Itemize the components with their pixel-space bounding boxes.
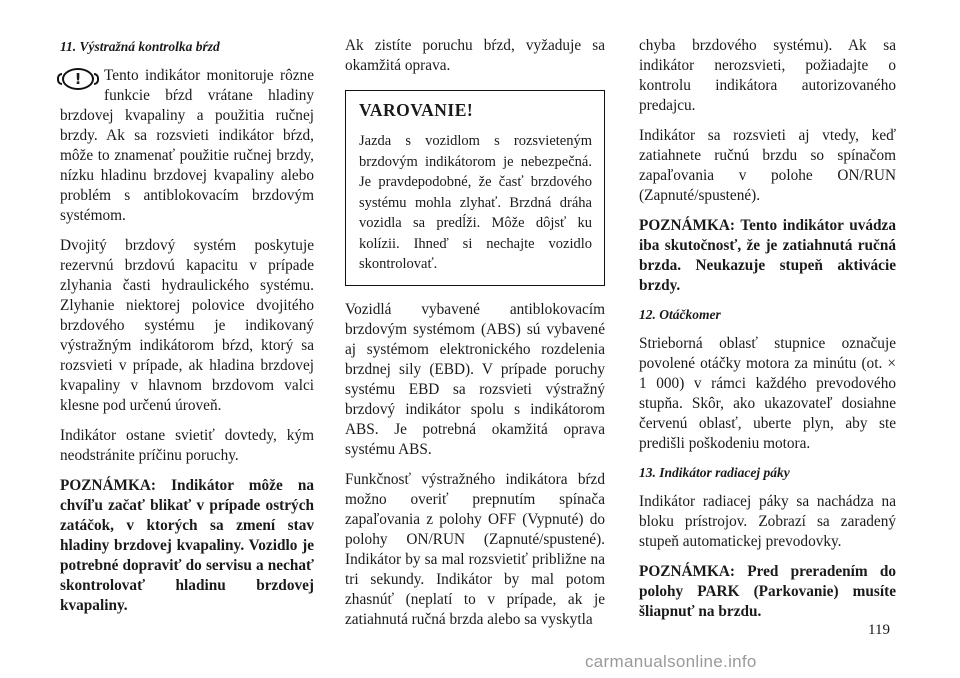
page-number: 119 [868,622,890,638]
paragraph: Strieborná oblasť stupnice označuje povolené otáčky motora za minútu (ot. × 1 000) v rámci každého prevodového stupňa. Skôr, ako ukazovateľ dosiahne červenú oblasť, uberte plyn, aby ste predišli poškodeniu motora. [639,335,896,452]
column-right [639,36,896,632]
note-paragraph: POZNÁMKA: Pred preradením do polohy PARK (Parkovanie) musíte šliapnuť na brzdu. [639,563,896,620]
warning-box [345,90,605,286]
section-13-title: 13. Indikátor radiacej páky [639,465,790,480]
paragraph: chyba brzdového systému). Ak sa indikátor nerozsvieti, požiadajte o kontrolu indikátora autorizovaného predajcu. [639,37,896,114]
column-middle [345,36,605,640]
paragraph: Vozidlá vybavené antiblokovacím brzdovým systémom (ABS) sú vybavené aj systémom elektronického rozdelenia brzdnej sily (EBD). V prípade poruchy systému EBD sa rozsvieti výstražný brzdový indikátor spolu s indikátorom ABS. Je potrebná okamžitá oprava systému ABS. [345,300,605,458]
paragraph: Ak zistíte poruchu bŕzd, vyžaduje sa okamžitá oprava. [345,37,605,74]
paragraph: Indikátor sa rozsvieti aj vtedy, keď zatiahnete ručnú brzdu so spínačom zapaľovania v polohe ON/RUN (Zapnuté/spustené). [639,127,896,204]
note-paragraph: POZNÁMKA: Indikátor môže na chvíľu začať blikať v prípade ostrých zatáčok, v ktorých sa zmení stav hladiny brzdovej kvapaliny. Vozidlo je potrebné dopraviť do servisu a nechať skontrolovať hladinu brzdovej kvapaliny. [60,477,314,614]
paragraph: Dvojitý brzdový systém poskytuje rezervnú brzdovú kapacitu v prípade zlyhania časti hydraulického systému. Zlyhanie niektorej polovice dvojitého brzdového systému je indikovaný výstražným indikátorom bŕzd, ktorý sa rozsvieti v prípade, ak hladina brzdovej kvapaliny v hlavnom brzdovom valci klesne pod určenú úroveň. [60,237,314,414]
column-left [60,36,314,626]
note-paragraph: POZNÁMKA: Tento indikátor uvádza iba skutočnosť, že je zatiahnutá ručná brzda. Neukazuje stupeň aktivácie brzdy. [639,217,896,294]
section-11-title: 11. Výstražná kontrolka bŕzd [60,39,220,54]
brake-warning-icon: ! [62,68,94,90]
warning-text: Jazda s vozidlom s rozsvieteným brzdovým indikátorom je nebezpečná. Je pravdepodobné, že časť brzdového systému mohla zlyhať. Brzdná dráha vozidla sa predĺži. Môže dôjsť ku kolízii. Ihneď si nechajte vozidlo skontrolovať. [359,133,592,272]
paragraph: Funkčnosť výstražného indikátora bŕzd možno overiť prepnutím spínača zapaľovania z polohy OFF (Vypnuté) do polohy ON/RUN (Zapnuté/spustené). Indikátor by sa mal rozsvietiť približne na tri sekundy. Indikátor by mal potom zhasnúť (neplatí to v prípade, ak je zatiahnutá ručná brzda alebo sa vyskytla [345,470,605,628]
paragraph: Indikátor ostane svietiť dovtedy, kým neodstránite príčinu poruchy. [60,427,314,464]
paragraph: Indikátor radiacej páky sa nachádza na bloku prístrojov. Zobrazí sa zaradený stupeň automatickej prevodovky. [639,493,896,550]
warning-title: VAROVANIE! [359,100,474,120]
paragraph-with-icon [60,66,314,226]
paragraph: Tento indikátor monitoruje rôzne funkcie bŕzd vrátane hladiny brzdovej kvapaliny a použitia ručnej brzdy. Ak sa rozsvieti indikátor bŕzd, môže to znamenať použitie ručnej brzdy, nízku hladinu brzdovej kvapaliny alebo problém s antiblokovacím brzdovým systémom. [60,67,314,224]
watermark: carmanualsonline.info [585,652,757,671]
section-12-title: 12. Otáčkomer [639,307,721,322]
